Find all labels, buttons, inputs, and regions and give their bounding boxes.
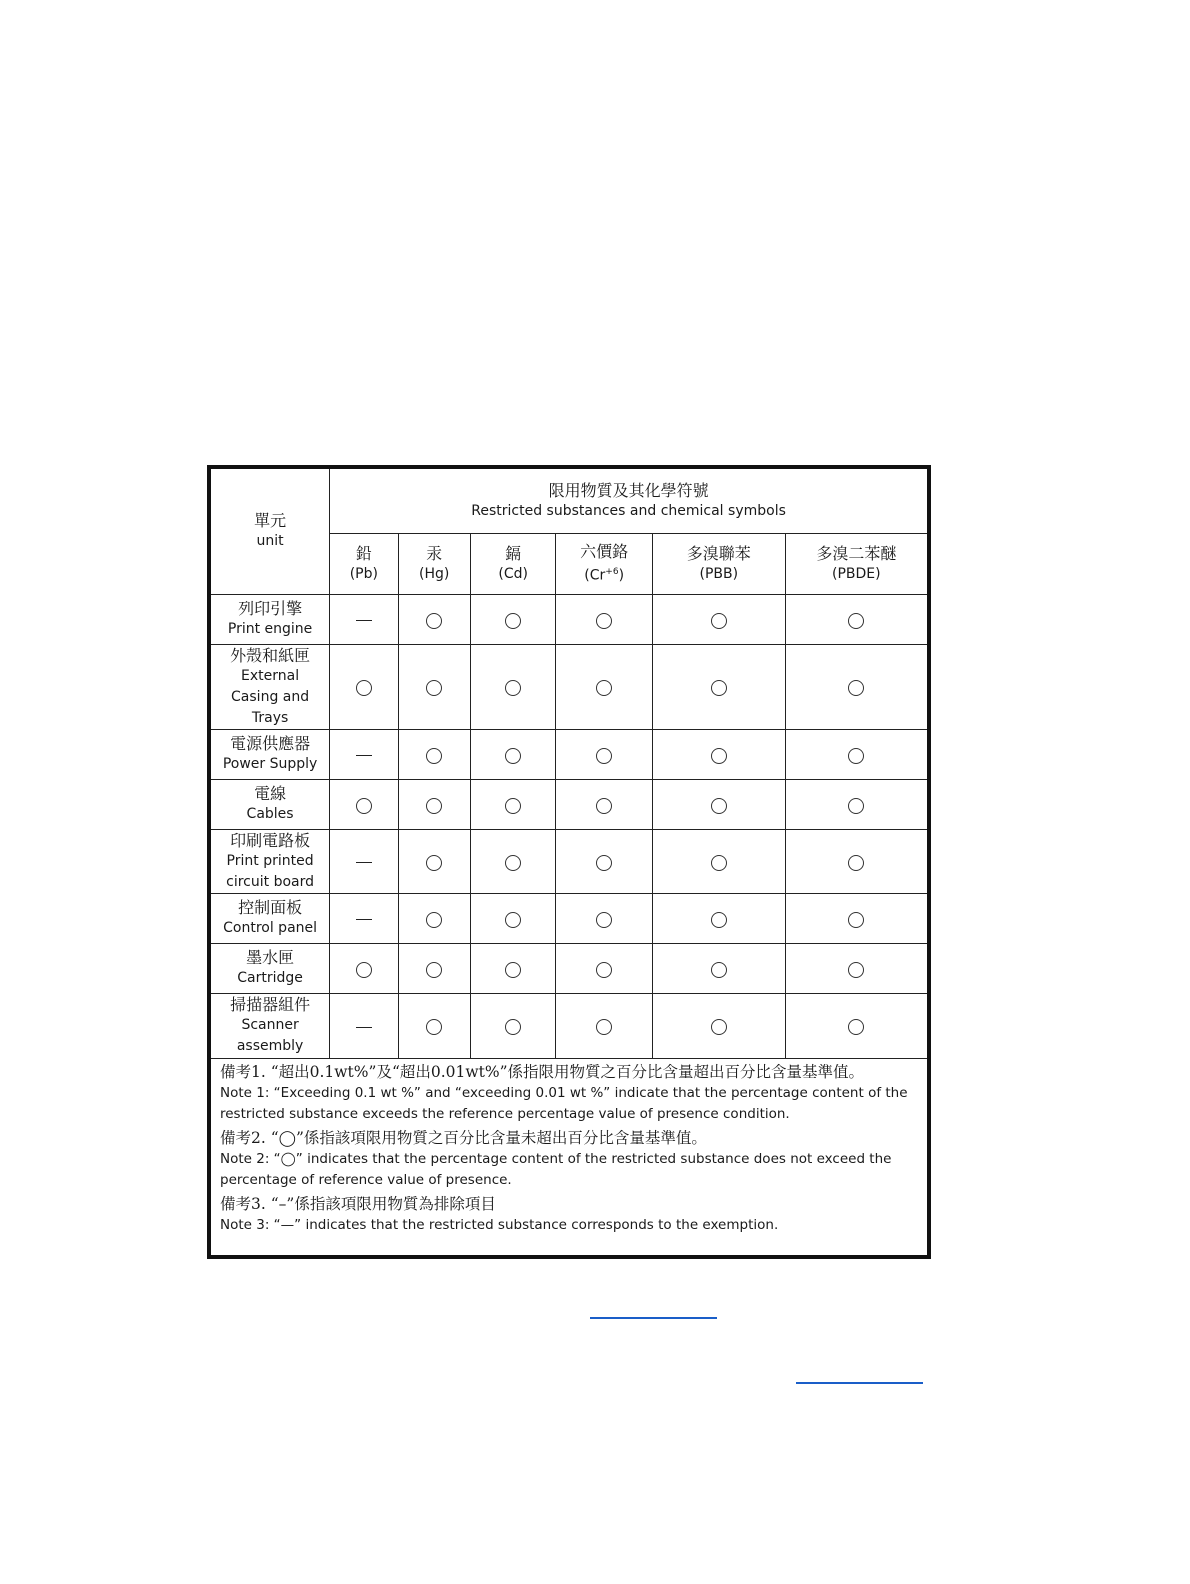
status-cell [330, 943, 398, 993]
rohs-restricted-substances-table [207, 465, 931, 1259]
table-row [209, 594, 929, 644]
circle-icon [711, 613, 727, 629]
chemical-symbol: (Pb) [349, 565, 378, 582]
status-cell [785, 993, 929, 1058]
status-cell [330, 644, 398, 729]
note-zh: 備考3. “–”係指該項限用物質為排除項目 [220, 1194, 496, 1213]
status-cell [556, 829, 653, 893]
note-en: Note 3: “—” indicates that the restricted substance corresponds to the exemption. [220, 1216, 779, 1233]
circle-icon [426, 613, 442, 629]
substance-name-zh: 鎘 [505, 543, 522, 563]
circle-icon [505, 1019, 521, 1035]
unit-header [209, 467, 330, 594]
substance-name-zh: 六價鉻 [580, 541, 629, 561]
substance-name-zh: 多溴二苯醚 [816, 543, 897, 563]
circle-icon [505, 748, 521, 764]
status-cell [785, 644, 929, 729]
unit-name-zh: 外殼和紙匣 [230, 645, 311, 665]
circle-icon [596, 748, 612, 764]
circle-icon [848, 962, 864, 978]
substance-header [785, 533, 929, 594]
status-cell [556, 644, 653, 729]
substance-header [652, 533, 785, 594]
table-row [209, 644, 929, 729]
status-cell [398, 893, 470, 943]
status-cell [470, 594, 555, 644]
table-row [209, 943, 929, 993]
status-cell [330, 729, 398, 779]
status-cell [398, 729, 470, 779]
status-cell [652, 779, 785, 829]
status-cell [652, 829, 785, 893]
circle-icon [426, 798, 442, 814]
unit-header-en: unit [256, 533, 284, 550]
circle-icon [596, 798, 612, 814]
status-cell [398, 829, 470, 893]
chemical-symbol: (PBDE) [832, 565, 881, 582]
group-header-zh: 限用物質及其化學符號 [548, 480, 709, 500]
unit-cell [209, 644, 330, 729]
unit-name-zh: 墨水匣 [246, 948, 295, 967]
circle-icon [505, 613, 521, 629]
dash-icon [356, 1027, 372, 1028]
hyperlink-underline[interactable] [590, 1317, 717, 1319]
status-cell [556, 729, 653, 779]
circle-icon [505, 962, 521, 978]
circle-icon [711, 748, 727, 764]
unit-cell [209, 594, 330, 644]
chemical-symbol: $(Cr^{+6})$ [584, 566, 625, 584]
circle-icon [848, 798, 864, 814]
status-cell [652, 729, 785, 779]
table-row [209, 729, 929, 779]
substance-header [398, 533, 470, 594]
substance-name-zh: 多溴聯苯 [686, 543, 751, 563]
hyperlink-underline[interactable] [796, 1382, 923, 1384]
status-cell [785, 779, 929, 829]
unit-header-zh: 單元 [254, 511, 287, 531]
circle-icon [426, 855, 442, 871]
circle-icon [426, 748, 442, 764]
circle-icon [426, 680, 442, 696]
status-cell [652, 993, 785, 1058]
status-cell [330, 779, 398, 829]
status-cell [330, 594, 398, 644]
unit-name-zh: 電源供應器 [230, 734, 311, 753]
chemical-symbol: (Hg) [419, 565, 450, 582]
note-en: Note 2: “◯” indicates that the percentage content of the restricted substance does not exceed the percentage of reference value of presence. [220, 1150, 892, 1188]
status-cell [556, 943, 653, 993]
circle-icon [596, 912, 612, 928]
note-zh: 備考2. “◯”係指該項限用物質之百分比含量未超出百分比含量基準值。 [220, 1128, 707, 1147]
chemical-symbol: (PBB) [699, 565, 739, 582]
status-cell [470, 779, 555, 829]
dash-icon [356, 755, 372, 756]
dash-icon [356, 620, 372, 621]
status-cell [470, 644, 555, 729]
circle-icon [848, 855, 864, 871]
table-body [209, 594, 929, 1058]
status-cell [652, 644, 785, 729]
circle-icon [848, 912, 864, 928]
oxidation-state: +6 [605, 566, 619, 577]
circle-icon [848, 1019, 864, 1035]
status-cell [470, 829, 555, 893]
status-cell [785, 729, 929, 779]
note-zh: 備考1. “超出0.1wt%”及“超出0.01wt%”係指限用物質之百分比含量超出百分比含量基準值。 [220, 1062, 865, 1081]
circle-icon [426, 912, 442, 928]
unit-name-zh: 電線 [254, 784, 287, 803]
status-cell [398, 993, 470, 1058]
unit-name-en: External Casing and Trays [231, 667, 310, 726]
unit-cell [209, 829, 330, 893]
substance-header [470, 533, 555, 594]
chemical-symbol: (Cd) [498, 565, 528, 582]
status-cell [470, 943, 555, 993]
circle-icon [711, 962, 727, 978]
unit-name-zh: 印刷電路板 [230, 830, 311, 850]
status-cell [470, 729, 555, 779]
circle-icon [596, 962, 612, 978]
dash-icon [356, 862, 372, 863]
circle-icon [505, 912, 521, 928]
status-cell [398, 594, 470, 644]
table-row [209, 779, 929, 829]
status-cell [330, 893, 398, 943]
unit-name-en: Control panel [223, 920, 318, 936]
unit-name-en: Cartridge [237, 970, 303, 986]
status-cell [398, 644, 470, 729]
status-cell [330, 829, 398, 893]
substance-name-zh: 鉛 [355, 543, 372, 563]
unit-cell [209, 993, 330, 1058]
status-cell [556, 779, 653, 829]
substances-group-header [330, 467, 929, 533]
unit-name-zh: 列印引擎 [238, 599, 303, 618]
unit-name-en: Cables [246, 806, 294, 822]
unit-name-en: Scanner assembly [236, 1017, 304, 1054]
status-cell [398, 779, 470, 829]
status-cell [556, 893, 653, 943]
status-cell [652, 943, 785, 993]
unit-name-zh: 控制面板 [238, 898, 303, 917]
unit-name-zh: 掃描器組件 [230, 995, 311, 1014]
status-cell [652, 594, 785, 644]
circle-icon [711, 680, 727, 696]
unit-name-en: Power Supply [222, 756, 318, 772]
circle-icon [848, 680, 864, 696]
circle-icon [596, 613, 612, 629]
status-cell [470, 893, 555, 943]
status-cell [785, 893, 929, 943]
unit-name-en: Print engine [227, 621, 313, 637]
circle-icon [848, 613, 864, 629]
circle-icon [505, 855, 521, 871]
unit-cell [209, 893, 330, 943]
circle-icon [426, 962, 442, 978]
status-cell [556, 594, 653, 644]
circle-icon [356, 798, 372, 814]
circle-icon [426, 1019, 442, 1035]
circle-icon [356, 680, 372, 696]
group-header-en: Restricted substances and chemical symbols [471, 502, 786, 519]
substance-header [556, 533, 653, 594]
status-cell [330, 993, 398, 1058]
status-cell [398, 943, 470, 993]
unit-name-en: Print printed circuit board [226, 852, 315, 890]
dash-icon [356, 919, 372, 920]
circle-icon [711, 912, 727, 928]
status-cell [785, 594, 929, 644]
status-cell [785, 829, 929, 893]
circle-icon [848, 748, 864, 764]
circle-icon [596, 1019, 612, 1035]
unit-cell [209, 729, 330, 779]
status-cell [652, 893, 785, 943]
circle-icon [711, 1019, 727, 1035]
unit-cell [209, 943, 330, 993]
circle-icon [596, 855, 612, 871]
circle-icon [505, 680, 521, 696]
notes-section [209, 1058, 929, 1257]
table-row [209, 893, 929, 943]
table-row [209, 993, 929, 1058]
circle-icon [711, 798, 727, 814]
circle-icon [505, 798, 521, 814]
unit-cell [209, 779, 330, 829]
note-en: Note 1: “Exceeding 0.1 wt %” and “exceeding 0.01 wt %” indicate that the percentage content of the restricted substance exceeds the reference percentage value of presence condition. [220, 1084, 908, 1122]
status-cell [470, 993, 555, 1058]
table-row [209, 829, 929, 893]
circle-icon [596, 680, 612, 696]
substance-header [330, 533, 398, 594]
status-cell [556, 993, 653, 1058]
substance-name-zh: 汞 [426, 543, 443, 563]
circle-icon [356, 962, 372, 978]
status-cell [785, 943, 929, 993]
circle-icon [711, 855, 727, 871]
